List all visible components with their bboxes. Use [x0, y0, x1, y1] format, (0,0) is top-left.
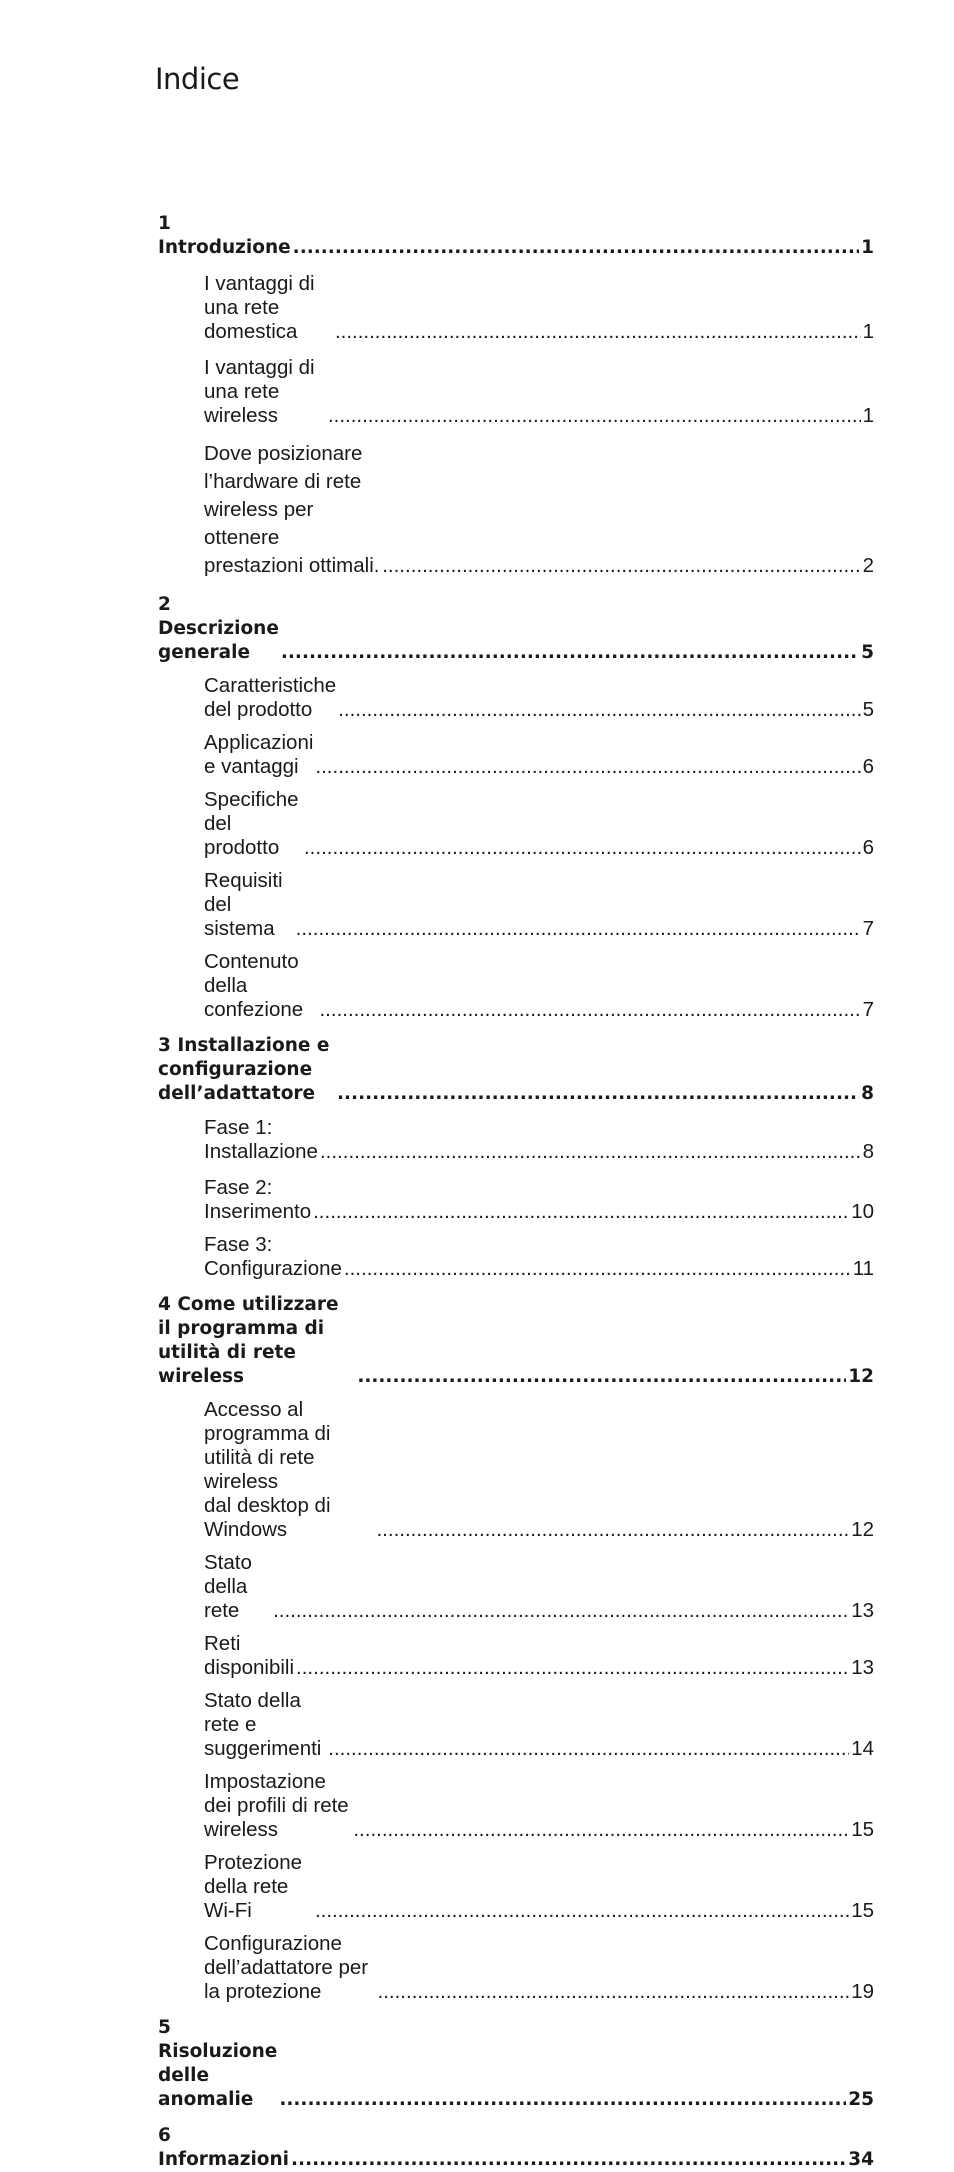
toc-entry-title: Specifiche del prodotto [204, 788, 299, 859]
toc-leader-dots [319, 998, 860, 1022]
toc-leader-dots [296, 1656, 849, 1680]
toc-leader-dots [378, 1980, 850, 2004]
toc-entry-title: I vantaggi di una rete domestica [204, 272, 315, 343]
toc-section[interactable] [158, 1689, 874, 1761]
toc-entry-title: Stato della rete [204, 1551, 252, 1622]
toc-chapter[interactable] [158, 593, 874, 665]
toc-entry-title: Configurazione dell’adattatore per la protezione [204, 1932, 369, 2003]
toc-page-number: 25 [848, 2089, 874, 2110]
toc-chapter[interactable] [158, 2016, 874, 2112]
toc-section[interactable] [158, 1632, 874, 1680]
toc-entry-title: Protezione della rete Wi-Fi [204, 1851, 303, 1922]
toc-page-number: 8 [861, 1083, 874, 1104]
toc-section[interactable] [158, 1932, 874, 2004]
toc-entry-title-line2: ottenere prestazioni ottimali. [204, 526, 380, 577]
toc-page-number: 14 [851, 1737, 874, 1760]
toc-leader-dots [337, 1082, 859, 1106]
toc-leader-dots [357, 1365, 846, 1389]
page-title: Indice [155, 62, 240, 96]
toc-section[interactable] [158, 1233, 874, 1281]
toc-leader-dots [315, 755, 860, 779]
toc-section[interactable] [158, 1116, 874, 1164]
toc-leader-dots [338, 698, 860, 722]
toc-leader-dots [382, 552, 860, 580]
toc-page-number: 34 [848, 2149, 874, 2170]
toc-entry-title: Caratteristiche del prodotto [204, 674, 337, 721]
toc-section[interactable] [158, 272, 874, 344]
table-of-contents [158, 212, 874, 2172]
toc-leader-dots [293, 236, 859, 260]
toc-page-number: 7 [862, 917, 874, 940]
toc-entry-title: Stato della rete e suggerimenti [204, 1689, 322, 1760]
toc-entry-title: 4 Come utilizzare il programma di utilità di rete wireless [158, 1294, 339, 1387]
toc-leader-dots [273, 1599, 849, 1623]
toc-section[interactable] [158, 1398, 874, 1542]
toc-entry-title: 1 Introduzione [158, 213, 291, 258]
toc-entry-title: Fase 1: Installazione [204, 1116, 318, 1163]
toc-section[interactable] [158, 1551, 874, 1623]
toc-entry-title: I vantaggi di una rete wireless [204, 356, 315, 427]
toc-leader-dots [313, 1200, 849, 1224]
toc-page-number: 7 [862, 998, 874, 1021]
toc-leader-dots [353, 1818, 849, 1842]
toc-page-number: 15 [851, 1818, 874, 1841]
toc-page-number: 6 [862, 836, 874, 859]
toc-leader-dots [335, 320, 861, 344]
toc-entry-title: 6 Informazioni [158, 2125, 290, 2170]
toc-section[interactable] [158, 674, 874, 722]
toc-chapter[interactable] [158, 1034, 874, 1106]
toc-leader-dots [328, 1737, 849, 1761]
toc-page-number: 11 [852, 1257, 874, 1280]
toc-leader-dots [320, 1140, 861, 1164]
toc-entry-title-line1: Dove posizionare l’hardware di rete wireless per [204, 442, 363, 521]
toc-leader-dots [344, 1257, 851, 1281]
toc-section[interactable] [158, 731, 874, 779]
toc-leader-dots [291, 2148, 846, 2172]
toc-entry-title [204, 1398, 374, 1542]
toc-entry-title [204, 440, 380, 580]
toc-chapter[interactable] [158, 1293, 874, 1389]
toc-chapter[interactable] [158, 212, 874, 260]
toc-leader-dots [376, 1518, 849, 1542]
toc-entry-title-line2: dal desktop di Windows [204, 1494, 331, 1541]
toc-page-number: 12 [851, 1518, 874, 1541]
toc-section[interactable] [158, 1851, 874, 1923]
toc-section[interactable] [158, 950, 874, 1022]
toc-section[interactable] [158, 1770, 874, 1842]
toc-page-number: 1 [862, 320, 874, 343]
toc-leader-dots [296, 917, 861, 941]
toc-page-number: 1 [862, 404, 874, 427]
toc-entry-title: Fase 3: Configurazione [204, 1233, 342, 1280]
toc-page-number: 10 [851, 1200, 874, 1223]
toc-leader-dots [304, 836, 861, 860]
toc-leader-dots [315, 1899, 849, 1923]
toc-page-number: 15 [851, 1899, 874, 1922]
toc-leader-dots [328, 404, 861, 428]
toc-page-number: 13 [851, 1656, 874, 1679]
toc-page-number: 19 [851, 1980, 874, 2003]
toc-section[interactable] [158, 440, 874, 580]
toc-entry-title: Fase 2: Inserimento [204, 1176, 312, 1223]
toc-entry-title: Reti disponibili [204, 1632, 295, 1679]
toc-page-number: 2 [862, 554, 874, 577]
toc-entry-title: Requisiti del sistema [204, 869, 283, 940]
toc-page-number: 8 [862, 1140, 874, 1163]
toc-entry-title: 5 Risoluzione delle anomalie [158, 2017, 278, 2110]
toc-entry-title: 3 Installazione e configurazione dell’adattatore [158, 1035, 330, 1104]
toc-entry-title: 2 Descrizione generale [158, 594, 279, 663]
toc-entry-title: Impostazione dei profili di rete wireless [204, 1770, 349, 1841]
toc-page-number: 5 [861, 642, 874, 663]
toc-entry-title-line1: Accesso al programma di utilità di rete wireless [204, 1398, 331, 1493]
toc-page-number: 1 [861, 237, 874, 258]
toc-section[interactable] [158, 356, 874, 428]
toc-entry-title: Contenuto della confezione [204, 950, 304, 1021]
toc-section[interactable] [158, 869, 874, 941]
toc-page-number: 12 [848, 1366, 874, 1387]
toc-chapter[interactable] [158, 2124, 874, 2172]
toc-page-number: 5 [862, 698, 874, 721]
toc-section[interactable] [158, 1176, 874, 1224]
toc-entry-title: Applicazioni e vantaggi [204, 731, 314, 778]
toc-leader-dots [281, 641, 859, 665]
toc-page-number: 13 [851, 1599, 874, 1622]
toc-page-number: 6 [862, 755, 874, 778]
toc-section[interactable] [158, 788, 874, 860]
toc-leader-dots [279, 2088, 846, 2112]
